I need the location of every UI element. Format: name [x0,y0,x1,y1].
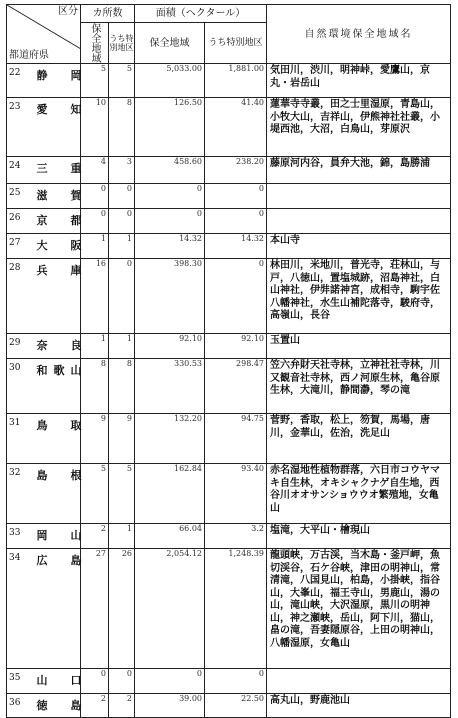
header-count-total-text: 保全地域 [89,23,100,63]
count-special: 8 [109,98,135,157]
area-names: 林田川，米地川，普光寺，荘林山，与戸，八徳山，置塩城跡，沼島神社，白山神社，伊弉諾神宮，成相寺，駒宇佐八幡神社，水生山補陀落寺，駿府寺，高嶺山，長谷 [267,259,451,334]
count-total: 0 [81,669,109,694]
row-number: 27 [7,234,33,259]
area-special: 41.40 [205,98,267,157]
count-total: 10 [81,98,109,157]
area-special: 3.2 [205,524,267,549]
area-special: 0 [205,669,267,694]
prefecture-name: 滋 賀 [33,184,81,209]
count-special: 8 [109,359,135,414]
table-row [7,334,451,359]
area-total: 126.50 [135,98,205,157]
table-row [7,209,451,234]
count-total: 9 [81,414,109,464]
area-total: 14.32 [135,234,205,259]
area-names: 玉置山 [267,334,451,359]
area-total: 0 [135,184,205,209]
count-total: 5 [81,464,109,524]
conservation-area-table [6,4,451,718]
area-total: 2,054.12 [135,549,205,669]
table-row [7,549,451,669]
row-number: 35 [7,669,33,694]
count-special: 0 [109,259,135,334]
count-total: 8 [81,359,109,414]
count-total: 0 [81,184,109,209]
area-special: 93.40 [205,464,267,524]
count-total: 2 [81,694,109,718]
table-row [7,259,451,334]
table-row [7,414,451,464]
prefecture-name: 島 根 [33,464,81,524]
area-names [267,209,451,234]
prefecture-name: 山 口 [33,669,81,694]
count-special: 1 [109,334,135,359]
count-special: 0 [109,669,135,694]
area-names: 高丸山，野鹿池山 [267,694,451,718]
prefecture-name: 広 島 [33,549,81,669]
prefecture-name: 兵 庫 [33,259,81,334]
header-names-column: 自然環境保全地域名 [267,5,451,64]
area-total: 5,033.00 [135,64,205,98]
count-total: 27 [81,549,109,669]
area-special: 238.20 [205,157,267,184]
row-number: 31 [7,414,33,464]
count-special: 3 [109,157,135,184]
count-special: 2 [109,694,135,718]
prefecture-name: 徳 島 [33,694,81,718]
count-total: 2 [81,524,109,549]
count-special: 1 [109,524,135,549]
table-row [7,359,451,414]
prefecture-name: 愛 知 [33,98,81,157]
row-number: 36 [7,694,33,718]
table-row [7,694,451,718]
area-special: 1,881.00 [205,64,267,98]
header-area-special: うち特別地区 [205,23,267,64]
count-total: 0 [81,209,109,234]
row-number: 28 [7,259,33,334]
table-row [7,184,451,209]
table-row [7,464,451,524]
area-special: 0 [205,259,267,334]
header-count-group: カ所数 [81,5,135,23]
row-number: 32 [7,464,33,524]
header-count-total [81,23,109,64]
header-prefecture-label: 都道府県 [9,50,49,61]
area-total: 162.84 [135,464,205,524]
area-names: 本山寺 [267,234,451,259]
prefecture-name: 大 阪 [33,234,81,259]
area-special: 1,248.39 [205,549,267,669]
table-row [7,98,451,157]
area-special: 0 [205,209,267,234]
area-special: 14.32 [205,234,267,259]
area-total: 132.20 [135,414,205,464]
table-row [7,524,451,549]
count-special: 9 [109,414,135,464]
area-names: 龍頭峡，万古渓，当木島・釜戸岬，魚切渓谷，石ケ谷峡，津田の明神山，常清滝，八国見山，柏島，小掛峡，指谷山，大峯山，福王寺山，男鹿山，湯の山，滝山峡，大沢湿原，黒川の明神山，神之瀬峡，岳山，阿下川，猫山，畠の滝，吾妻隠原谷，上田の明神山，八幡湿原，女亀山 [267,549,451,669]
area-names [267,184,451,209]
count-special: 26 [109,549,135,669]
row-number: 33 [7,524,33,549]
area-special: 298.47 [205,359,267,414]
header-count-special: うち特別地区 [109,23,135,64]
table-row [7,234,451,259]
count-special: 5 [109,464,135,524]
row-number: 25 [7,184,33,209]
area-special: 0 [205,184,267,209]
prefecture-name: 和歌山 [33,359,81,414]
header-division-label: 区分 [58,6,78,17]
area-names: 赤名湿地性植物群落，六日市コウヤマキ自生林，オキシャクナゲ自生地，西谷川オオサンショウウオ繁殖地，女亀山 [267,464,451,524]
area-total: 0 [135,209,205,234]
count-total: 16 [81,259,109,334]
count-total: 5 [81,64,109,98]
header-corner-cell [7,5,81,64]
table-row [7,64,451,98]
header-area-total: 保全地域 [135,23,205,64]
prefecture-name: 岡 山 [33,524,81,549]
row-number: 24 [7,157,33,184]
row-number: 30 [7,359,33,414]
area-names: 菅野，香取，松上，笏賀，馬場，唐川，金華山，佐治，洗足山 [267,414,451,464]
row-number: 34 [7,549,33,669]
header-row-top [7,5,451,23]
header-area-group: 面積（ヘクタール） [135,5,267,23]
count-special: 0 [109,209,135,234]
prefecture-name: 奈 良 [33,334,81,359]
count-special: 1 [109,234,135,259]
area-total: 330.53 [135,359,205,414]
row-number: 29 [7,334,33,359]
table-row [7,669,451,694]
prefecture-name: 京 都 [33,209,81,234]
row-number: 22 [7,64,33,98]
area-total: 458.60 [135,157,205,184]
count-total: 1 [81,234,109,259]
count-special: 5 [109,64,135,98]
row-number: 26 [7,209,33,234]
area-names: 塩滝，大平山・檜現山 [267,524,451,549]
area-names: 蓮華寺寺叢，田之士里湿原，青島山，小牧大山，吉祥山，伊熊神社社叢，小堤西池，大沼，白鳥山，芽原沢 [267,98,451,157]
table-row [7,157,451,184]
area-special: 92.10 [205,334,267,359]
area-total: 398.30 [135,259,205,334]
area-names: 藤原河内谷，員弁大池，錦，島勝浦 [267,157,451,184]
area-names: 笠六弁財天社寺林，立神社社寺林，川又観音社寺林，西ノ河原生林，亀谷原生林，大滝川，静間瀞，琴の滝 [267,359,451,414]
area-total: 92.10 [135,334,205,359]
document-page [6,4,450,712]
prefecture-name: 鳥 取 [33,414,81,464]
area-names [267,669,451,694]
area-total: 66.04 [135,524,205,549]
area-special: 94.75 [205,414,267,464]
count-special: 0 [109,184,135,209]
count-total: 4 [81,157,109,184]
area-special: 22.50 [205,694,267,718]
area-names: 気田川，渋川，明神峠，愛鷹山，京丸・岩岳山 [267,64,451,98]
prefecture-name: 静 岡 [33,64,81,98]
area-total: 0 [135,669,205,694]
row-number: 23 [7,98,33,157]
count-total: 1 [81,334,109,359]
area-total: 39.00 [135,694,205,718]
prefecture-name: 三 重 [33,157,81,184]
